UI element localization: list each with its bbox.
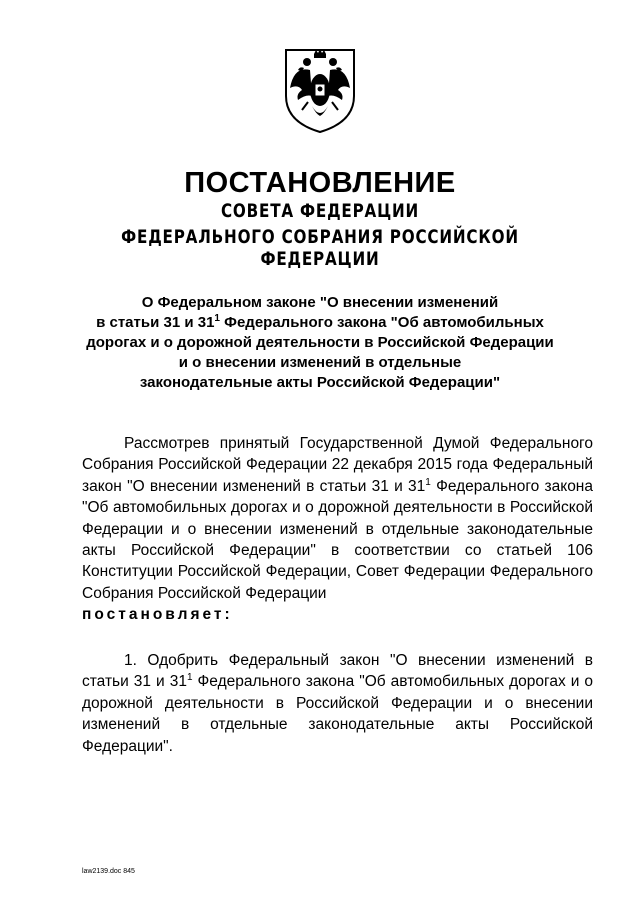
paragraph-preamble [82, 433, 593, 626]
paragraph-text: Федерального закона "Об автомобильных дорогах и о дорожной деятельности в Российской Федерации и о внесении изменений в отдельные законодательные акты Российской Федерации". [82, 673, 593, 755]
heading-line: в статьи 31 и $31^1$ Федерального закона "Об автомобильных [96, 313, 544, 331]
document-subtitle-council: СОВЕТА ФЕДЕРАЦИИ [220, 200, 420, 222]
heading-line: и о внесении изменений в отдельные [178, 354, 462, 371]
heading-line: дорогах и о дорожной деятельности в Российской Федерации [86, 334, 554, 351]
paragraph-text: Федерального закона "Об автомобильных дорогах и о дорожной деятельности в Российской Федерации и о внесении изменений в отдельные законодательные акты Российской Федерации" в соответствии со статьей 106 Конституции Российской Федерации, Совет Федерации Федерального Собрания Российской Федерации [82, 477, 593, 602]
paragraph-text: 1. Одобрить Федеральный закон "О внесении изменений в статьи 31 и 31 [82, 652, 593, 691]
paragraph-item-1 [82, 650, 593, 757]
resolution-heading [60, 293, 580, 393]
heading-line: О Федеральном законе "О внесении изменений [141, 294, 499, 311]
document-subtitle-assembly: ФЕДЕРАЛЬНОГО СОБРАНИЯ РОССИЙСКОЙ ФЕДЕРАЦИИ [121, 226, 519, 270]
heading-line: законодательные акты Российской Федерации" [139, 374, 501, 391]
superscript: 1 [186, 672, 193, 684]
superscript: 1 [214, 313, 220, 324]
document-footer-code: law2139.doc 845 [82, 868, 135, 875]
coat-of-arms-emblem [280, 44, 360, 136]
document-title: ПОСТАНОВЛЕНИЕ [184, 167, 456, 199]
paragraph-text: Рассмотрев принятый Государственной Думой Федерального Собрания Российской Федерации 22 декабря 2015 года Федеральный закон "О внесении изменений в статьи 31 и 31 [82, 435, 593, 495]
resolves-word: постановляет: [82, 606, 233, 624]
superscript: 1 [425, 476, 431, 488]
